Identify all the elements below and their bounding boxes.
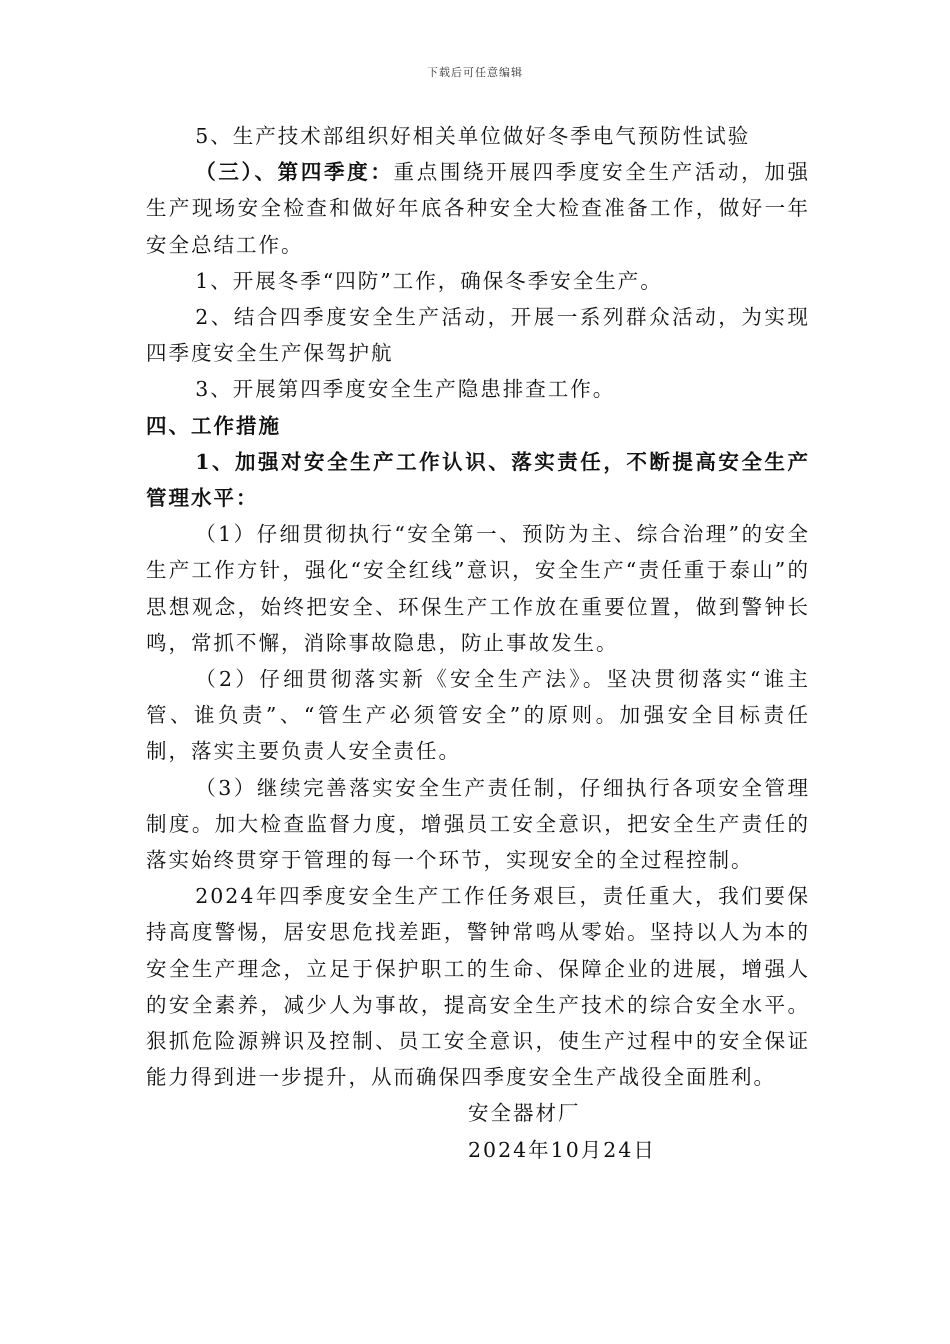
paragraph-item-2: 2、结合四季度安全生产活动，开展一系列群众活动，为实现四季度安全生产保驾护航 bbox=[146, 305, 810, 366]
signature-org: 安全器材厂 bbox=[468, 1101, 581, 1126]
page-header-note: 下载后可任意编辑 bbox=[427, 66, 523, 79]
paragraph-measure-1-1: （1）仔细贯彻执行“安全第一、预防为主、综合治理”的安全生产工作方针，强化“安全红线”意识，安全生产“责任重于泰山”的思想观念，始终把安全、环保生产工作放在重要位置，做到警钟长鸣，常抓不懈，消除事故隐患，防止事故发生。 bbox=[146, 522, 810, 655]
paragraph-measure-1-2: （2）仔细贯彻落实新《安全生产法》。坚决贯彻落实“谁主管、谁负责”、“管生产必须管安全”的原则。加强安全目标责任制，落实主要负责人安全责任。 bbox=[146, 667, 810, 764]
section-heading-measures: 四、工作措施 bbox=[146, 413, 281, 438]
paragraph-item-5: 5、生产技术部组织好相关单位做好冬季电气预防性试验 bbox=[195, 124, 751, 148]
document-body bbox=[146, 118, 810, 1168]
paragraph-item-1: 1、开展冬季“四防”工作，确保冬季安全生产。 bbox=[195, 268, 663, 293]
paragraph-q4-intro bbox=[146, 154, 810, 263]
section-heading-q4: （三）、第四季度： bbox=[195, 160, 394, 185]
paragraph-q4-body: 重点围绕开展四季度安全生产活动，加强生产现场安全检查和做好年底各种安全大检查准备工作，做好一年安全总结工作。 bbox=[146, 160, 811, 257]
subheading-measure-1: 1、加强对安全生产工作认识、落实责任，不断提高安全生产管理水平： bbox=[146, 449, 810, 511]
paragraph-measure-1-3: （3）继续完善落实安全生产责任制，仔细执行各项安全管理制度。加大检查监督力度，增强员工安全意识，把安全生产责任的落实始终贯穿于管理的每一个环节，实现安全的全过程控制。 bbox=[146, 775, 810, 873]
signature-date: 2024年10月24日 bbox=[468, 1137, 656, 1162]
paragraph-conclusion: 2024年四季度安全生产工作任务艰巨，责任重大，我们要保持高度警惕，居安思危找差距，警钟常鸣从零始。坚持以人为本的安全生产理念，立足于保护职工的生命、保障企业的进展，增强人的安全素养，减少人为事故，提高安全生产技术的综合安全水平。狠抓危险源辨识及控制、员工安全意识，使生产过程中的安全保证能力得到进一步提升，从而确保四季度安全生产战役全面胜利。 bbox=[146, 884, 810, 1090]
paragraph-item-3: 3、开展第四季度安全生产隐患排查工作。 bbox=[195, 377, 616, 402]
